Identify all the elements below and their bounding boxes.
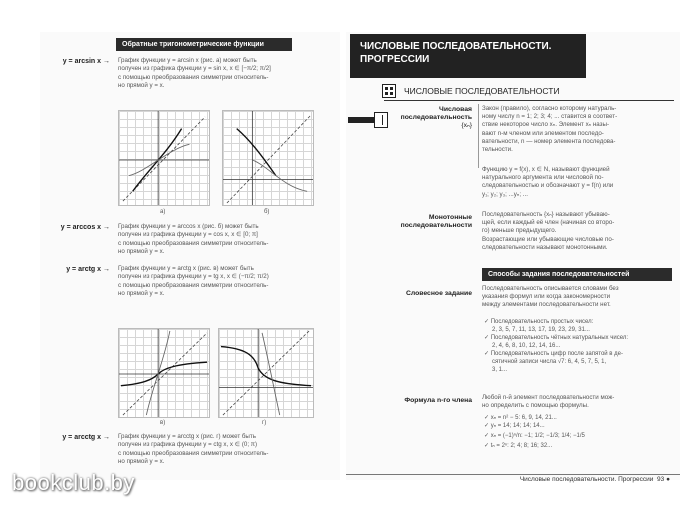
arctg-label: y = arctg x → (38, 266, 110, 273)
label-monotone: Монотонные последовательности (400, 214, 472, 229)
label-sequence: Числовая последовательность {xₙ} (400, 106, 472, 129)
formula-examples: ✓ xₙ = n² − 5: 6, 9, 14, 21... ✓ yₙ = 14; 14; 14; 14... ✓ xₙ = (−1)ⁿ/n: −1; 1/2; −1/3; 1/4; −1/5 ✓ tₙ = 2ⁿ: 2; 4; 8; 16; 32... (484, 415, 585, 449)
watermark-logo: bookclub.by (12, 470, 135, 495)
label-divider (478, 104, 479, 168)
verbal-definition: Последовательность описывается словами без указания формул или когда закономерности между элементами последовательности нет. (482, 285, 619, 309)
section-rule (384, 100, 674, 101)
section-title: ЧИСЛОВЫЕ ПОСЛЕДОВАТЕЛЬНОСТИ (404, 86, 560, 96)
arccos-text: График функции y = arccos x (рис. б) может быть получен из графика функции y = cos x, x ∈ [0; π] с помощью преобразования симметрии относитель- но прямой y = x. (118, 223, 269, 255)
monotone-definition: Последовательность {xₙ} называют убываю- щей, если каждый её член (начиная со второ- го) меньше предыдущего. Возрастающие или убывающие числовые по- следовательности называют монотонными. (482, 211, 615, 251)
plot-arctg (118, 328, 210, 418)
left-section-header: Обратные тригонометрические функции (116, 38, 292, 51)
plot-arcctg (218, 328, 314, 418)
label-formula: Формула n-го члена (404, 397, 472, 404)
formula-definition: Любой n-й элемент последовательности мож- но определить с помощью формулы. (482, 394, 615, 410)
chapter-title: ЧИСЛОВЫЕ ПОСЛЕДОВАТЕЛЬНОСТИ. ПРОГРЕССИИ (350, 34, 586, 78)
plot-arccos (222, 110, 314, 206)
arctg-text: График функции y = arctg x (рис. в) может быть получен из графика функции y = tg x, x ∈ (−π/2; π/2) с помощью преобразования симметрии относитель- но прямой y = x. (118, 265, 269, 297)
caption-a: а) (160, 209, 166, 215)
methods-subheader: Способы задания последовательностей (482, 268, 672, 281)
caption-b: б) (264, 209, 270, 215)
arccos-label: y = arccos x → (38, 224, 110, 231)
label-verbal: Словесное задание (405, 290, 472, 297)
page-number: 93 (657, 476, 665, 483)
caption-v: в) (160, 420, 166, 426)
sequence-definition: Закон (правило), согласно которому натураль- ному числу n = 1; 2; 3; 4; ... ставится в соответ- ствие некоторое число xₙ. Элемент xₙ назы- вают n-м членом или элементом последо- вательности, n — номер элемента последова- тельности. (482, 105, 618, 154)
arcsin-text: График функции y = arcsin x (рис. а) может быть получен из графика функции y = sin x, x ∈ [−π/2; π/2] с помощью преобразования симметрии относитель- но прямой y = x. (118, 57, 271, 89)
caption-g: г) (262, 420, 267, 426)
footer-running-title: Числовые последовательности. Прогрессии 93 ● (519, 476, 670, 483)
verbal-examples: ✓ Последовательность простых чисел: 2, 3, 5, 7, 11, 13, 17, 19, 23, 29, 31... ✓ Последовательность чётных натуральных чисел: 2, 4, 6, 8, 10, 12, 14, 16... ✓ Последовательность цифр после запятой в де- сятичной записи числа √7: 6, 4, 5, 7, 5, 1, 3, 1... (484, 319, 629, 373)
section-icon (382, 84, 396, 98)
function-definition: Функцию y = f(x), x ∈ N, называют функцией натурального аргумента или числовой по- следовательностью и обозначают y = f(n) или y₁; y₂; y₃; ...yₙ; ... (482, 166, 614, 198)
arcctg-text: График функции y = arcctg x (рис. г) может быть получен из графика функции y = ctg x, x ∈ (0; π) с помощью преобразования симметрии относитель- но прямой y = x. (118, 433, 269, 465)
left-gutter (0, 0, 40, 514)
arcctg-label: y = arcctg x → (38, 434, 110, 441)
plot-arcsin (118, 110, 210, 206)
arcsin-label: y = arcsin x → (38, 58, 110, 65)
book-bar (348, 117, 374, 123)
